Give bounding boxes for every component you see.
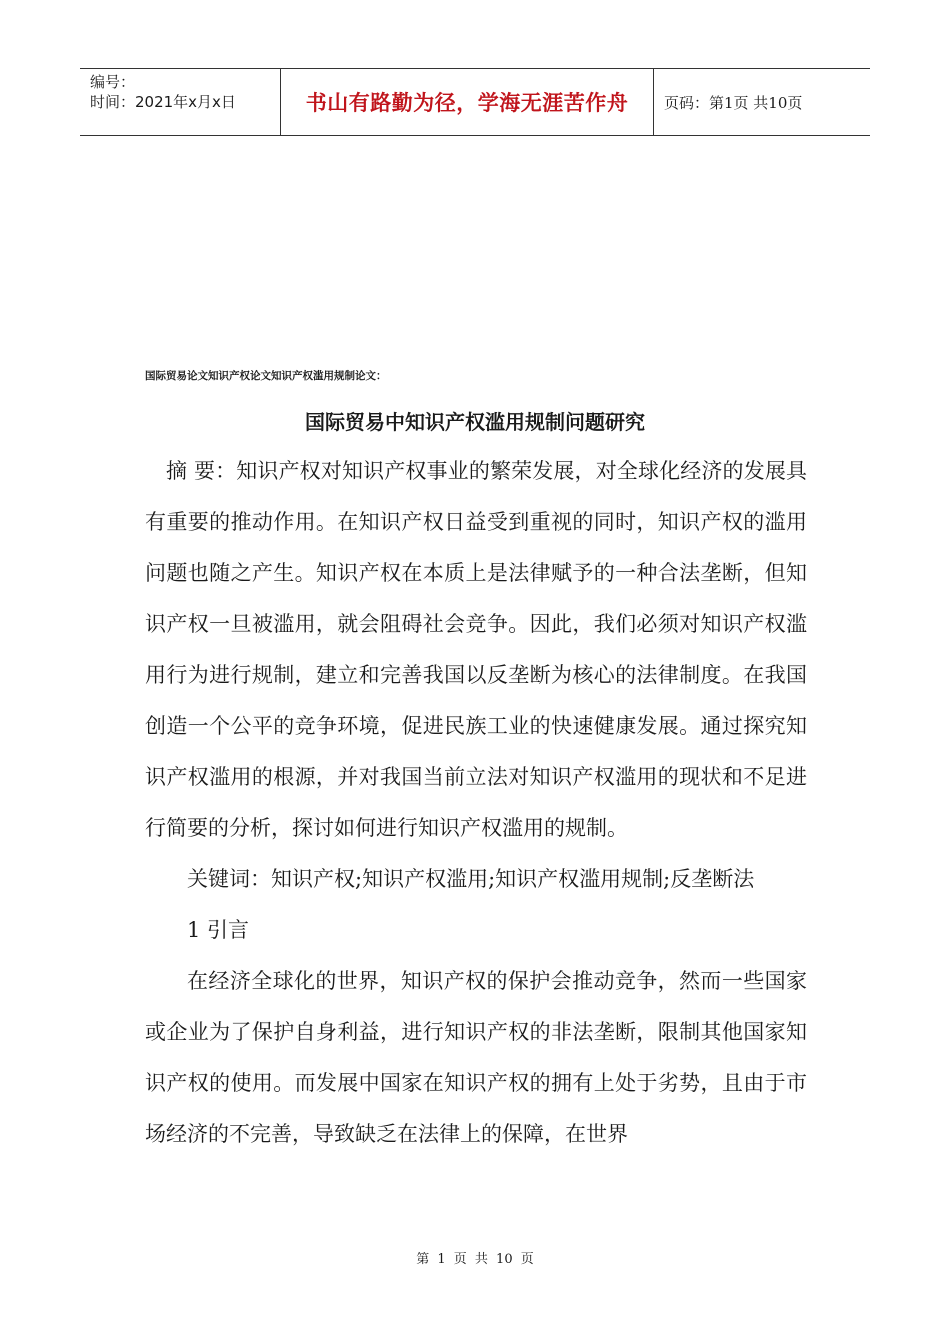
document-body: [145, 446, 807, 1160]
document-title: 国际贸易中知识产权滥用规制问题研究: [305, 410, 645, 434]
header-page-label: 页码：第1页 共10页: [664, 93, 803, 112]
document-number-label: 编号：: [90, 73, 136, 91]
section-heading: 1 引言: [187, 918, 250, 942]
page-header: [80, 68, 870, 136]
category-line: 国际贸易论文知识产权论文知识产权滥用规制论文：: [145, 370, 387, 382]
document-date-label: 时间：2021年x月x日: [90, 93, 236, 111]
header-motto: 书山有路勤为径，学海无涯苦作舟: [280, 69, 654, 135]
header-meta: [80, 69, 280, 135]
abstract-paragraph: 摘 要：知识产权对知识产权事业的繁荣发展，对全球化经济的发展具有重要的推动作用。在知识产权日益受到重视的同时，知识产权的滥用问题也随之产生。知识产权在本质上是法律赋予的一种合法垄断，但知识产权一旦被滥用，就会阻碍社会竞争。因此，我们必须对知识产权滥用行为进行规制，建立和完善我国以反垄断为核心的法律制度。在我国创造一个公平的竞争环境，促进民族工业的快速健康发展。通过探究知识产权滥用的根源，并对我国当前立法对知识产权滥用的现状和不足进行简要的分析，探讨如何进行知识产权滥用的规制。: [145, 459, 807, 840]
intro-paragraph: 在经济全球化的世界，知识产权的保护会推动竞争，然而一些国家或企业为了保护自身利益，进行知识产权的非法垄断，限制其他国家知识产权的使用。而发展中国家在知识产权的拥有上处于劣势，且由于市场经济的不完善，导致缺乏在法律上的保障，在世界: [145, 969, 807, 1146]
page-footer: 第 1 页 共 10 页: [416, 1252, 534, 1267]
keywords-paragraph: 关键词：知识产权;知识产权滥用;知识产权滥用规制;反垄断法: [187, 867, 755, 891]
